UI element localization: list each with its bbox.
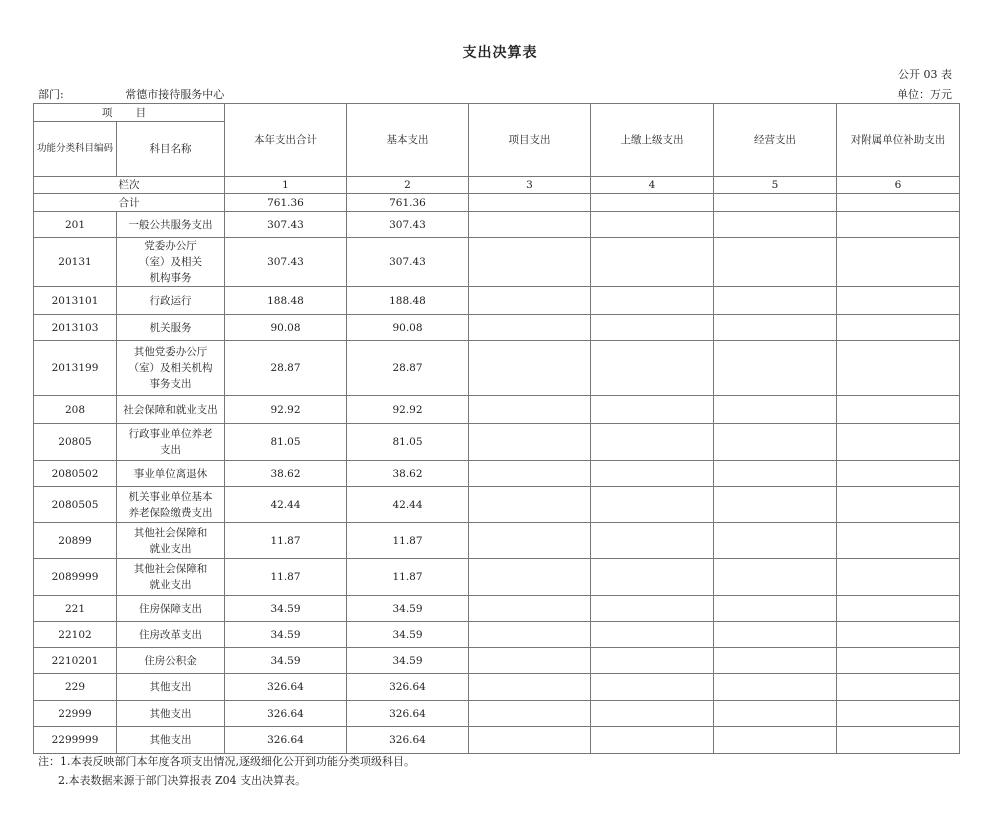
header-total: 本年支出合计 <box>225 104 347 177</box>
row-total: 326.64 <box>225 674 347 701</box>
empty-cell <box>714 674 837 701</box>
total-label: 合计 <box>34 194 225 212</box>
footnotes <box>38 752 415 790</box>
row-total: 34.59 <box>225 648 347 674</box>
empty-cell <box>469 674 591 701</box>
row-basic: 188.48 <box>347 287 469 315</box>
empty-cell <box>469 461 591 487</box>
row-name: 一般公共服务支出 <box>117 212 225 238</box>
row-total: 326.64 <box>225 701 347 727</box>
expenditure-table <box>33 103 960 754</box>
row-name <box>117 523 225 559</box>
empty-cell <box>714 315 837 341</box>
row-basic: 326.64 <box>347 727 469 754</box>
department-line <box>38 86 224 102</box>
empty-cell <box>837 727 960 754</box>
row-total: 307.43 <box>225 238 347 287</box>
empty-cell <box>591 596 714 622</box>
row-basic: 90.08 <box>347 315 469 341</box>
empty-cell <box>469 648 591 674</box>
empty-cell <box>469 341 591 396</box>
empty-cell <box>469 727 591 754</box>
empty-cell <box>837 523 960 559</box>
empty-cell <box>469 487 591 523</box>
empty-cell <box>469 424 591 461</box>
empty-cell <box>591 238 714 287</box>
empty-cell <box>837 648 960 674</box>
row-code: 20805 <box>34 424 117 461</box>
empty-cell <box>837 461 960 487</box>
empty-cell <box>837 396 960 424</box>
row-total: 90.08 <box>225 315 347 341</box>
row-name <box>117 487 225 523</box>
row-name <box>117 341 225 396</box>
row-total: 188.48 <box>225 287 347 315</box>
table-row <box>34 674 960 701</box>
department-name: 常德市接待服务中心 <box>125 88 225 101</box>
empty-cell <box>469 701 591 727</box>
table-row <box>34 523 960 559</box>
table-row <box>34 212 960 238</box>
header-group-item: 项 目 <box>34 104 225 122</box>
row-name-text: 其他党委办公厅（室）及相关机构事务支出 <box>128 346 213 390</box>
empty-cell <box>469 315 591 341</box>
row-name: 其他支出 <box>117 674 225 701</box>
row-name-text: 其他社会保障和就业支出 <box>133 563 208 591</box>
row-basic: 81.05 <box>347 424 469 461</box>
row-code: 229 <box>34 674 117 701</box>
empty-cell <box>714 523 837 559</box>
empty-cell <box>837 424 960 461</box>
row-code: 20899 <box>34 523 117 559</box>
table-row <box>34 596 960 622</box>
empty-cell <box>469 559 591 596</box>
empty-cell <box>591 287 714 315</box>
row-code: 208 <box>34 396 117 424</box>
row-code: 2210201 <box>34 648 117 674</box>
header-business: 经营支出 <box>714 104 837 177</box>
table-row <box>34 287 960 315</box>
row-basic: 326.64 <box>347 701 469 727</box>
page-title: 支出决算表 <box>462 45 538 61</box>
row-name-text: 其他社会保障和就业支出 <box>133 526 208 555</box>
column-index-3: 3 <box>469 177 591 194</box>
empty-cell <box>837 674 960 701</box>
table-row <box>34 622 960 648</box>
table-row <box>34 559 960 596</box>
row-basic: 307.43 <box>347 238 469 287</box>
row-total: 38.62 <box>225 461 347 487</box>
column-index-5: 5 <box>714 177 837 194</box>
empty-cell <box>591 315 714 341</box>
row-name: 机关服务 <box>117 315 225 341</box>
empty-cell <box>837 487 960 523</box>
header-basic: 基本支出 <box>347 104 469 177</box>
row-code: 221 <box>34 596 117 622</box>
empty-cell <box>714 396 837 424</box>
empty-cell <box>714 212 837 238</box>
empty-cell <box>714 461 837 487</box>
row-name <box>117 238 225 287</box>
row-total: 34.59 <box>225 596 347 622</box>
row-code: 22999 <box>34 701 117 727</box>
row-basic: 34.59 <box>347 596 469 622</box>
column-index-1: 1 <box>225 177 347 194</box>
row-total: 11.87 <box>225 523 347 559</box>
row-total: 92.92 <box>225 396 347 424</box>
empty-cell <box>591 424 714 461</box>
table-row <box>34 315 960 341</box>
empty-cell <box>714 648 837 674</box>
empty-cell <box>714 727 837 754</box>
empty-cell <box>714 559 837 596</box>
empty-cell <box>469 287 591 315</box>
header-project: 项目支出 <box>469 104 591 177</box>
row-basic: 11.87 <box>347 523 469 559</box>
column-index-2: 2 <box>347 177 469 194</box>
row-total: 11.87 <box>225 559 347 596</box>
row-code: 2013101 <box>34 287 117 315</box>
row-name: 住房改革支出 <box>117 622 225 648</box>
row-name: 其他支出 <box>117 701 225 727</box>
row-basic: 28.87 <box>347 341 469 396</box>
row-name-text: 党委办公厅（室）及相关机构事务 <box>139 240 202 284</box>
total-sum: 761.36 <box>225 194 347 212</box>
row-code: 201 <box>34 212 117 238</box>
empty-cell <box>837 194 960 212</box>
form-number: 公开 03 表 <box>898 68 952 81</box>
empty-cell <box>591 559 714 596</box>
empty-cell <box>591 194 714 212</box>
column-index-label: 栏次 <box>34 177 225 194</box>
table-row <box>34 238 960 287</box>
row-total: 326.64 <box>225 727 347 754</box>
table-row <box>34 727 960 754</box>
empty-cell <box>837 701 960 727</box>
header-subsidy: 对附属单位补助支出 <box>837 104 960 177</box>
row-name: 住房公积金 <box>117 648 225 674</box>
header-upper: 上缴上级支出 <box>591 104 714 177</box>
empty-cell <box>714 424 837 461</box>
row-total: 42.44 <box>225 487 347 523</box>
empty-cell <box>714 194 837 212</box>
empty-cell <box>714 287 837 315</box>
empty-cell <box>714 487 837 523</box>
row-name: 社会保障和就业支出 <box>117 396 225 424</box>
empty-cell <box>837 622 960 648</box>
row-total: 28.87 <box>225 341 347 396</box>
empty-cell <box>469 396 591 424</box>
row-code: 2013199 <box>34 341 117 396</box>
row-basic: 11.87 <box>347 559 469 596</box>
empty-cell <box>591 622 714 648</box>
row-total: 81.05 <box>225 424 347 461</box>
table-row <box>34 424 960 461</box>
row-name: 行政运行 <box>117 287 225 315</box>
empty-cell <box>714 701 837 727</box>
total-basic: 761.36 <box>347 194 469 212</box>
row-basic: 92.92 <box>347 396 469 424</box>
row-name-text: 机关事业单位基本养老保险缴费支出 <box>128 490 213 519</box>
empty-cell <box>591 674 714 701</box>
row-code: 2299999 <box>34 727 117 754</box>
row-basic: 42.44 <box>347 487 469 523</box>
empty-cell <box>591 648 714 674</box>
empty-cell <box>469 194 591 212</box>
row-name: 事业单位离退休 <box>117 461 225 487</box>
row-name-text: 行政事业单位养老支出 <box>128 428 213 456</box>
row-name: 其他支出 <box>117 727 225 754</box>
row-total: 34.59 <box>225 622 347 648</box>
empty-cell <box>837 341 960 396</box>
row-code: 22102 <box>34 622 117 648</box>
row-name <box>117 424 225 461</box>
empty-cell <box>714 238 837 287</box>
row-total: 307.43 <box>225 212 347 238</box>
total-row <box>34 194 960 212</box>
empty-cell <box>837 315 960 341</box>
empty-cell <box>714 341 837 396</box>
row-basic: 34.59 <box>347 622 469 648</box>
empty-cell <box>837 559 960 596</box>
table-row <box>34 487 960 523</box>
table-row <box>34 701 960 727</box>
column-index-4: 4 <box>591 177 714 194</box>
empty-cell <box>714 622 837 648</box>
empty-cell <box>591 396 714 424</box>
table-row <box>34 341 960 396</box>
empty-cell <box>469 596 591 622</box>
row-code: 20131 <box>34 238 117 287</box>
empty-cell <box>837 287 960 315</box>
row-name: 住房保障支出 <box>117 596 225 622</box>
department-label: 部门: <box>38 88 64 101</box>
empty-cell <box>591 487 714 523</box>
header-code: 功能分类科目编码 <box>34 122 117 177</box>
empty-cell <box>837 596 960 622</box>
row-basic: 307.43 <box>347 212 469 238</box>
column-index-6: 6 <box>837 177 960 194</box>
empty-cell <box>591 727 714 754</box>
empty-cell <box>591 523 714 559</box>
row-code: 2089999 <box>34 559 117 596</box>
row-basic: 326.64 <box>347 674 469 701</box>
row-name <box>117 559 225 596</box>
empty-cell <box>591 461 714 487</box>
note-1: 注：1.本表反映部门本年度各项支出情况,逐级细化公开到功能分类项级科目。 <box>38 755 415 768</box>
row-code: 2080505 <box>34 487 117 523</box>
empty-cell <box>837 212 960 238</box>
unit-label: 单位：万元 <box>897 88 952 101</box>
row-basic: 38.62 <box>347 461 469 487</box>
empty-cell <box>591 341 714 396</box>
row-code: 2013103 <box>34 315 117 341</box>
empty-cell <box>714 596 837 622</box>
empty-cell <box>591 212 714 238</box>
row-code: 2080502 <box>34 461 117 487</box>
table-row <box>34 461 960 487</box>
empty-cell <box>469 238 591 287</box>
row-basic: 34.59 <box>347 648 469 674</box>
table-row <box>34 396 960 424</box>
empty-cell <box>469 523 591 559</box>
table-row <box>34 648 960 674</box>
note-2: 2.本表数据来源于部门决算报表 Z04 支出决算表。 <box>58 774 307 787</box>
header-name: 科目名称 <box>117 122 225 177</box>
empty-cell <box>837 238 960 287</box>
empty-cell <box>469 212 591 238</box>
empty-cell <box>591 701 714 727</box>
empty-cell <box>469 622 591 648</box>
